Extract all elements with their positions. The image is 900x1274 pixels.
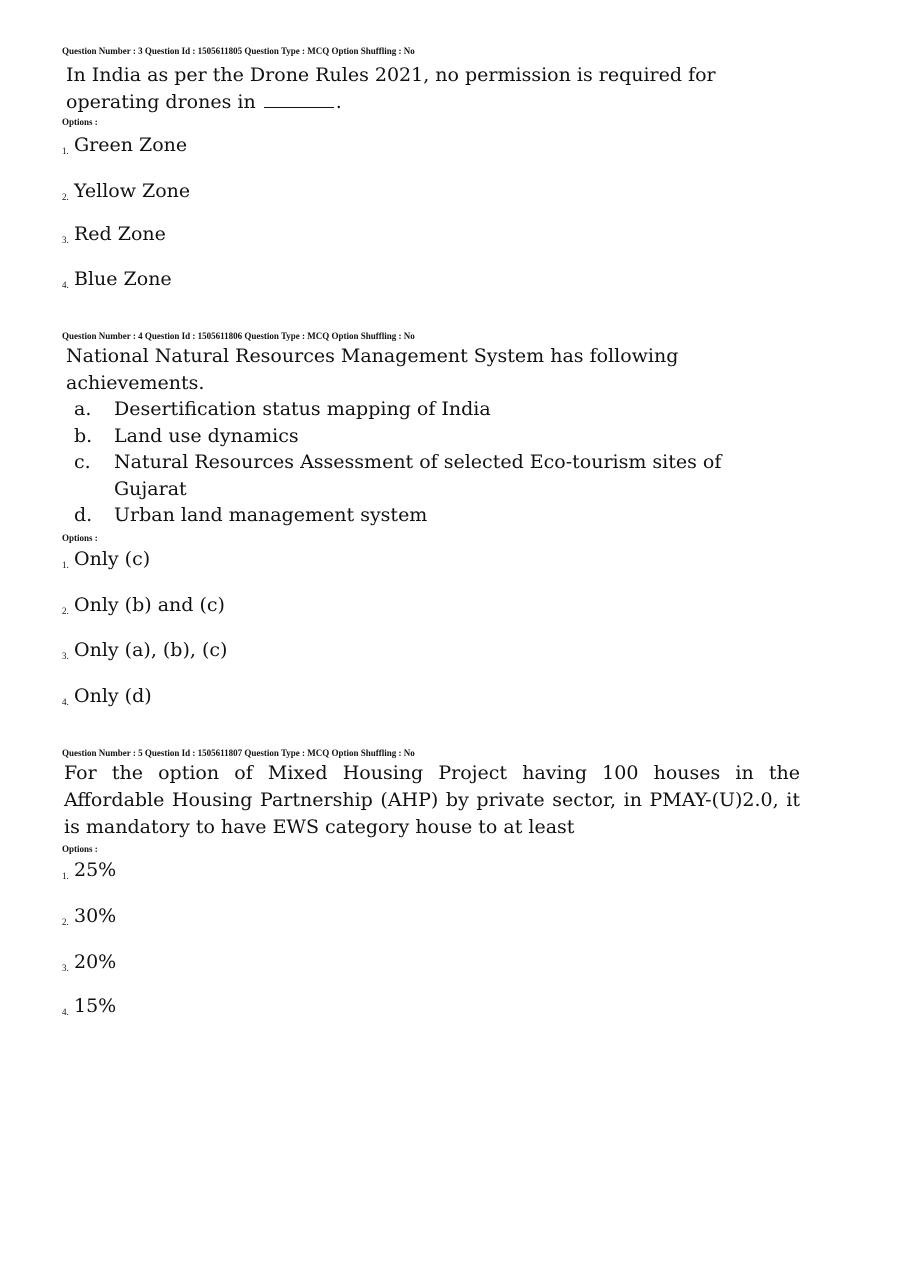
- option-number: 3.: [62, 235, 69, 245]
- option-number: 2.: [62, 606, 69, 616]
- option-text: Red Zone: [74, 223, 166, 245]
- statement-item: [74, 502, 721, 529]
- option-text: Only (c): [74, 548, 151, 570]
- question-stem: For the option of Mixed Housing Project having 100 houses in the Affordable Housing Partnership (AHP) by private sector, in PMAY-(U)2.0, it is mandatory to have EWS category house to at least: [64, 762, 800, 838]
- option-text: Yellow Zone: [74, 180, 191, 202]
- stem-line: In India as per the Drone Rules 2021, no permission is required for: [66, 64, 716, 86]
- option-number: 3.: [62, 651, 69, 661]
- option-number: 4.: [62, 697, 69, 707]
- statement-marker: a.: [74, 398, 92, 420]
- statement-line: Natural Resources Assessment of selected Eco-tourism sites of: [114, 451, 722, 473]
- option-text: Only (b) and (c): [74, 594, 225, 616]
- option-text: Green Zone: [74, 134, 188, 156]
- options-label: Options :: [62, 533, 98, 543]
- statement-marker: c.: [74, 451, 91, 473]
- option-text: 20%: [74, 951, 117, 973]
- statement-list: [74, 396, 721, 529]
- option-number: 3.: [62, 963, 69, 973]
- statement-line: Gujarat: [114, 477, 187, 500]
- option-text: 15%: [74, 995, 117, 1017]
- stem-line: National Natural Resources Management System has following: [66, 345, 679, 367]
- statement-item: [74, 423, 721, 450]
- options-label: Options :: [62, 117, 98, 127]
- question-stem: [66, 343, 678, 397]
- option-text: Only (a), (b), (c): [74, 639, 228, 661]
- question-meta: Question Number : 3 Question Id : 1505611805 Question Type : MCQ Option Shuffling : No: [62, 46, 415, 56]
- option-number: 1.: [62, 146, 69, 156]
- question-stem: [66, 62, 716, 116]
- fill-in-blank: [264, 91, 334, 108]
- stem-text: operating drones in: [66, 91, 256, 113]
- option-number: 4.: [62, 1007, 69, 1017]
- statement-text: Land use dynamics: [114, 424, 299, 447]
- statement-marker: d.: [74, 504, 93, 526]
- stem-line: achievements.: [66, 372, 205, 394]
- option-number: 1.: [62, 560, 69, 570]
- option-number: 4.: [62, 280, 69, 290]
- statement-marker: b.: [74, 424, 93, 447]
- question-meta: Question Number : 5 Question Id : 1505611807 Question Type : MCQ Option Shuffling : No: [62, 748, 415, 758]
- option-text: Only (d): [74, 685, 152, 707]
- statement-text: [114, 449, 721, 502]
- option-text: Blue Zone: [74, 268, 172, 290]
- option-number: 2.: [62, 917, 69, 927]
- option-number: 1.: [62, 871, 69, 881]
- question-meta: Question Number : 4 Question Id : 1505611806 Question Type : MCQ Option Shuffling : No: [62, 331, 415, 341]
- options-label: Options :: [62, 844, 98, 854]
- statement-text: Desertification status mapping of India: [114, 398, 491, 420]
- option-text: 25%: [74, 859, 117, 881]
- stem-punct: .: [335, 91, 342, 113]
- stem-line: [66, 89, 716, 116]
- statement-item: [74, 396, 721, 423]
- statement-item: [74, 449, 721, 502]
- option-text: 30%: [74, 905, 117, 927]
- option-number: 2.: [62, 192, 69, 202]
- statement-text: Urban land management system: [114, 504, 428, 526]
